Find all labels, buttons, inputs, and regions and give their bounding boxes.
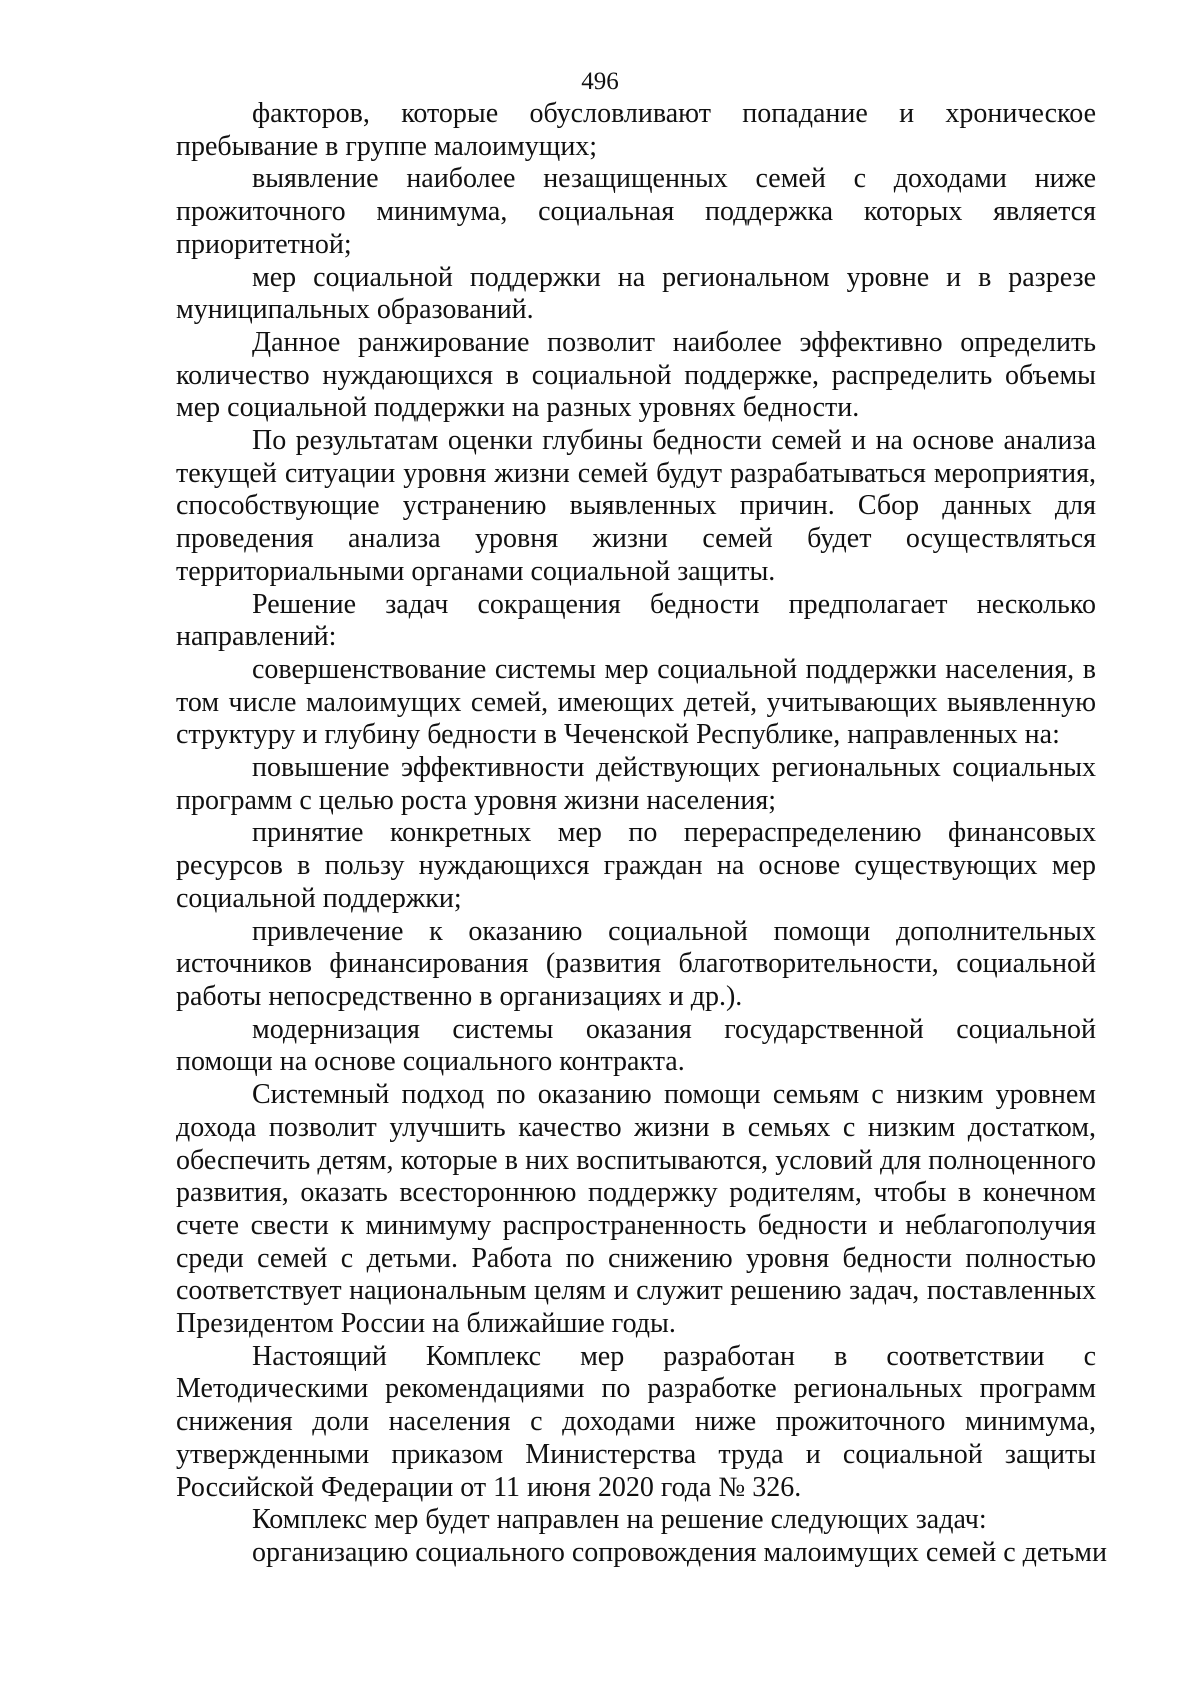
paragraph: факторов, которые обусловливают попадание и хроническое пребывание в группе малоимущих;	[176, 98, 1096, 162]
paragraph: Комплекс мер будет направлен на решение следующих задач:	[252, 1504, 987, 1536]
page-number: 496	[581, 68, 619, 95]
paragraph: мер социальной поддержки на региональном уровне и в разрезе муниципальных образований.	[176, 261, 1096, 326]
paragraph: По результатам оценки глубины бедности семей и на основе анализа текущей ситуации уровня жизни семей будут разрабатываться мероприятия, способствующие устранению выявленных причин. Сбор данных для проведения анализа уровня жизни семей будет осуществляться территориальными органами социальной защиты.	[176, 425, 1096, 587]
paragraph: привлечение к оказанию социальной помощи дополнительных источников финансирования (развития благотворительности, социальной работы непосредственно в организациях и др.).	[176, 915, 1096, 1012]
paragraph: принятие конкретных мер по перераспределению финансовых ресурсов в пользу нуждающихся граждан на основе существующих мер социальной поддержки;	[176, 817, 1096, 914]
paragraph: Решение задач сокращения бедности предполагает несколько направлений:	[176, 588, 1096, 653]
paragraph: совершенствование системы мер социальной поддержки населения, в том числе малоимущих семей, имеющих детей, учитывающих выявленную структуру и глубину бедности в Чеченской Республике, направленных на:	[176, 653, 1096, 751]
paragraph: повышение эффективности действующих региональных социальных программ с целью роста уровня жизни населения;	[176, 752, 1096, 816]
paragraph: Данное ранжирование позволит наиболее эффективно определить количество нуждающихся в социальной поддержке, распределить объемы мер социальной поддержки на разных уровнях бедности.	[176, 326, 1096, 424]
document-body	[176, 98, 1108, 1570]
paragraph: выявление наиболее незащищенных семей с доходами ниже прожиточного минимума, социальная поддержка которых является приоритетной;	[176, 163, 1096, 260]
paragraph: Настоящий Комплекс мер разработан в соответствии с Методическими рекомендациями по разработке региональных программ снижения доли населения с доходами ниже прожиточного минимума, утвержденными приказом Министерства труда и социальной защиты Российской Федерации от 11 июня 2020 года № 326.	[176, 1340, 1096, 1503]
paragraph: Системный подход по оказанию помощи семьям с низким уровнем дохода позволит улучшить качество жизни в семьях с низким достатком, обеспечить детям, которые в них воспитываются, условий для полноценного развития, оказать всестороннюю поддержку родителям, чтобы в конечном счете свести к минимуму распространенность бедности и неблагополучия среди семей с детьми. Работа по снижению уровня бедности полностью соответствует национальным целям и служит решению задач, поставленных Президентом России на ближайшие годы.	[176, 1079, 1096, 1340]
paragraph: модернизация системы оказания государственной социальной помощи на основе социального контракта.	[176, 1013, 1096, 1078]
paragraph: организацию социального сопровождения малоимущих семей с детьми	[252, 1536, 1108, 1568]
